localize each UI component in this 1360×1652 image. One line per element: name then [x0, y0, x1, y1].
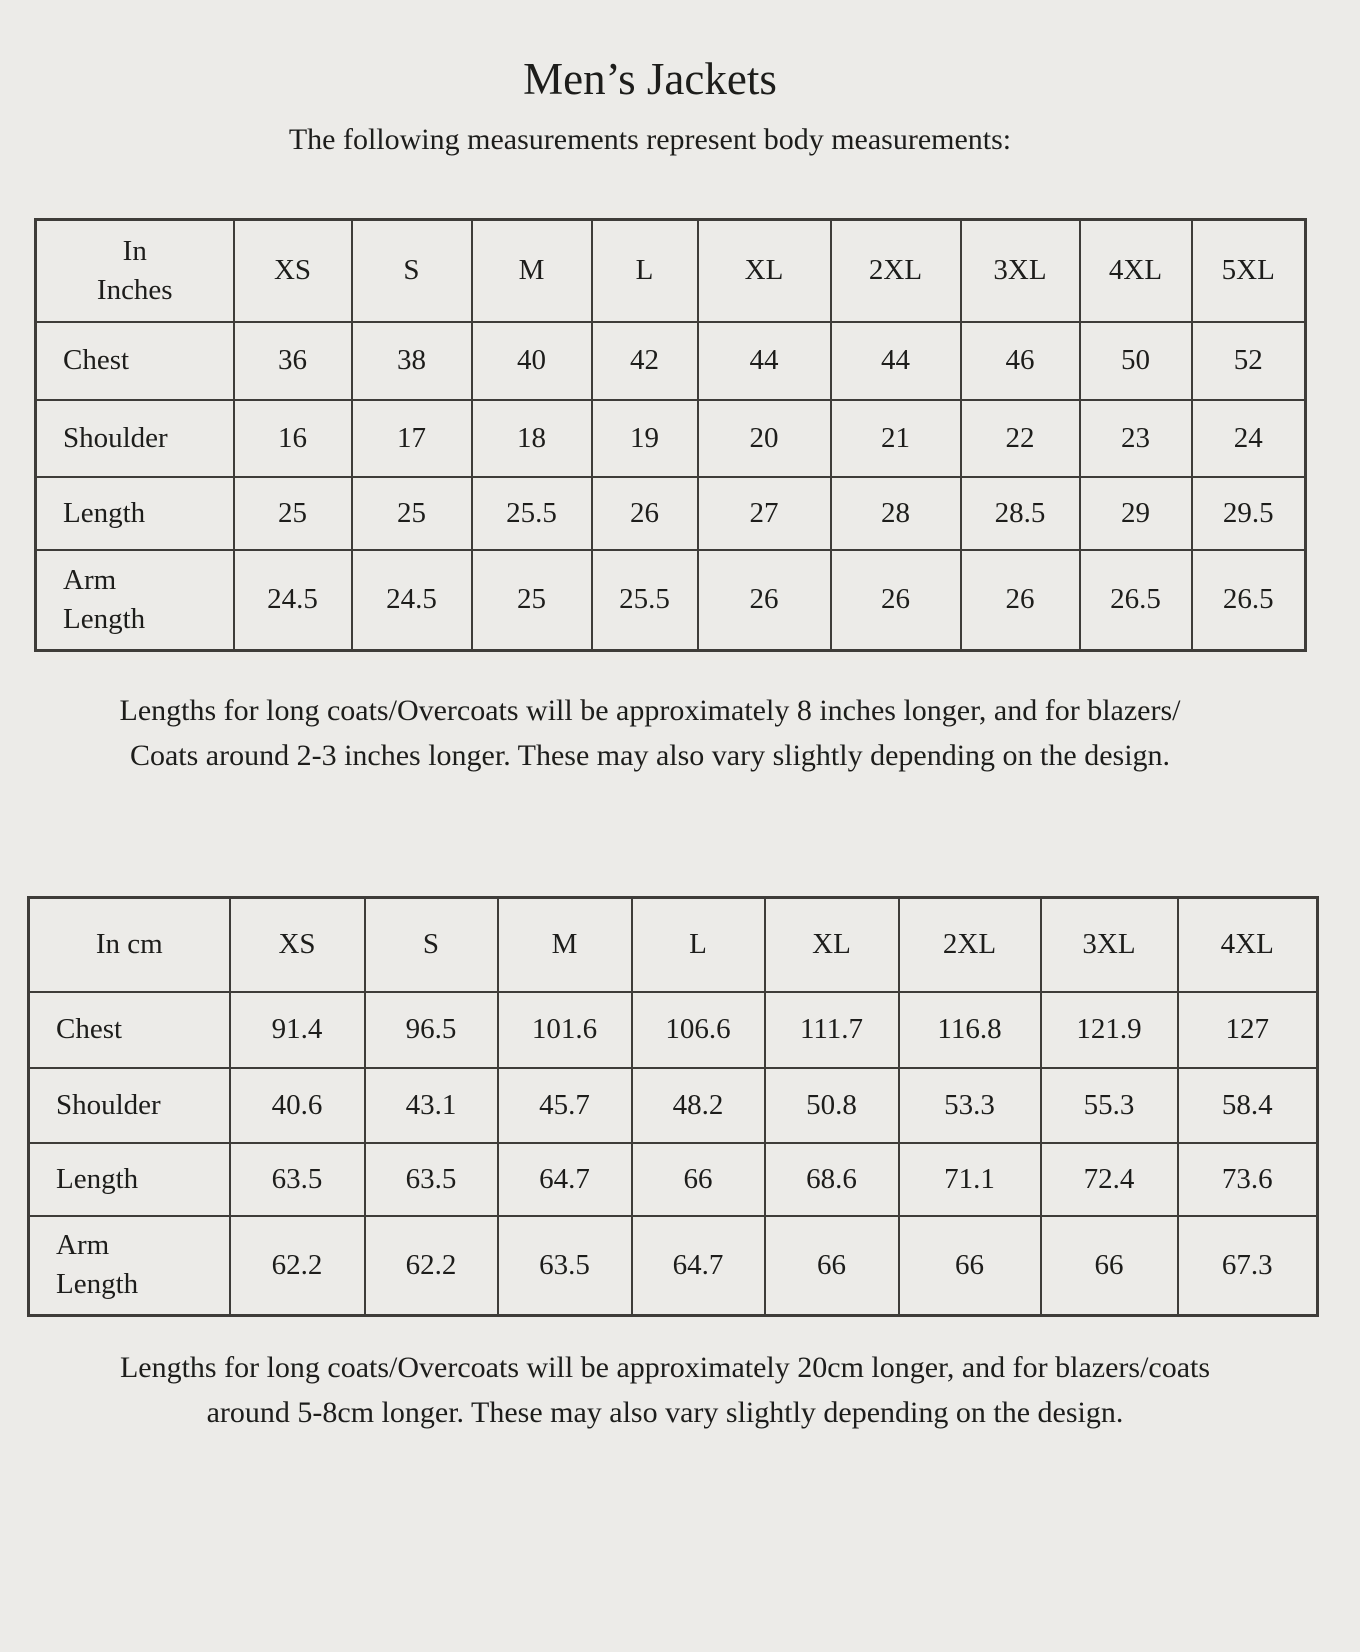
table-row	[29, 1143, 1318, 1216]
measurement-cell: 72.4	[1041, 1143, 1178, 1216]
measurement-cell: 26.5	[1080, 550, 1192, 651]
measurement-cell: 26	[831, 550, 961, 651]
size-column-header: S	[352, 220, 472, 322]
size-column-header: XS	[230, 898, 365, 992]
note-line: around 5-8cm longer. These may also vary slightly depending on the design.	[206, 1396, 1124, 1429]
size-column-header: 3XL	[1041, 898, 1178, 992]
measurement-cell: 26	[698, 550, 831, 651]
measurement-cell: 29	[1080, 477, 1192, 550]
row-label-text: Arm Length	[63, 563, 146, 635]
measurement-cell: 22	[961, 400, 1080, 477]
measurement-cell: 64.7	[498, 1143, 632, 1216]
note-line: Lengths for long coats/Overcoats will be approximately 20cm longer, and for blazers/coats	[119, 1351, 1211, 1384]
measurement-cell: 40	[472, 322, 592, 400]
measurement-cell: 25	[472, 550, 592, 651]
measurement-cell: 53.3	[899, 1068, 1041, 1143]
measurement-cell: 38	[352, 322, 472, 400]
unit-header-label: In cm	[95, 928, 163, 961]
measurement-cell: 25	[234, 477, 352, 550]
cm-table-note	[0, 1345, 1330, 1435]
size-column-header: 4XL	[1178, 898, 1318, 992]
measurement-cell: 42	[592, 322, 698, 400]
measurement-cell: 36	[234, 322, 352, 400]
measurement-cell: 68.6	[765, 1143, 899, 1216]
measurement-cell: 66	[632, 1143, 765, 1216]
measurement-cell: 127	[1178, 992, 1318, 1068]
table-row	[29, 1216, 1318, 1316]
table-row	[29, 992, 1318, 1068]
table-row	[29, 1068, 1318, 1143]
size-column-header: S	[365, 898, 498, 992]
page-subtitle: The following measurements represent body measurements:	[288, 123, 1012, 156]
measurement-cell: 19	[592, 400, 698, 477]
measurement-cell: 91.4	[230, 992, 365, 1068]
header-row	[29, 898, 1318, 992]
size-column-header: L	[632, 898, 765, 992]
measurement-cell: 27	[698, 477, 831, 550]
header-row	[36, 220, 1306, 322]
measurement-cell: 121.9	[1041, 992, 1178, 1068]
measurement-cell: 96.5	[365, 992, 498, 1068]
size-column-header: XL	[765, 898, 899, 992]
size-column-header: M	[498, 898, 632, 992]
measurement-cell: 23	[1080, 400, 1192, 477]
size-column-header: M	[472, 220, 592, 322]
measurement-cell: 24.5	[352, 550, 472, 651]
measurement-cell: 24.5	[234, 550, 352, 651]
measurement-cell: 18	[472, 400, 592, 477]
size-chart-document	[0, 52, 1360, 1435]
measurement-cell: 111.7	[765, 992, 899, 1068]
measurement-cell: 62.2	[230, 1216, 365, 1316]
note-line: Lengths for long coats/Overcoats will be approximately 8 inches longer, and for blazers/	[119, 694, 1181, 727]
measurement-cell: 50.8	[765, 1068, 899, 1143]
measurement-cell: 58.4	[1178, 1068, 1318, 1143]
measurement-cell: 26	[961, 550, 1080, 651]
row-label: Length	[29, 1143, 230, 1216]
cm-size-table	[27, 896, 1319, 1317]
page-title: Men’s Jackets	[523, 54, 777, 104]
size-column-header: XS	[234, 220, 352, 322]
measurement-cell: 73.6	[1178, 1143, 1318, 1216]
measurement-cell: 26.5	[1192, 550, 1306, 651]
note-line: Coats around 2-3 inches longer. These may also vary slightly depending on the design.	[129, 739, 1171, 772]
measurement-cell: 63.5	[365, 1143, 498, 1216]
table-row	[36, 477, 1306, 550]
measurement-cell: 16	[234, 400, 352, 477]
measurement-cell: 25.5	[472, 477, 592, 550]
measurement-cell: 106.6	[632, 992, 765, 1068]
measurement-cell: 44	[831, 322, 961, 400]
measurement-cell: 28	[831, 477, 961, 550]
table-row	[36, 322, 1306, 400]
row-label	[29, 1216, 230, 1316]
measurement-cell: 67.3	[1178, 1216, 1318, 1316]
unit-header-label: In Inches	[96, 234, 173, 306]
measurement-cell: 40.6	[230, 1068, 365, 1143]
measurement-cell: 66	[1041, 1216, 1178, 1316]
row-label: Length	[36, 477, 234, 550]
table-row	[36, 400, 1306, 477]
unit-header	[36, 220, 234, 322]
size-column-header: 2XL	[831, 220, 961, 322]
inches-table-note	[0, 688, 1300, 778]
measurement-cell: 55.3	[1041, 1068, 1178, 1143]
measurement-cell: 48.2	[632, 1068, 765, 1143]
measurement-cell: 28.5	[961, 477, 1080, 550]
measurement-cell: 66	[765, 1216, 899, 1316]
measurement-cell: 63.5	[498, 1216, 632, 1316]
row-label: Chest	[36, 322, 234, 400]
measurement-cell: 21	[831, 400, 961, 477]
measurement-cell: 25	[352, 477, 472, 550]
measurement-cell: 64.7	[632, 1216, 765, 1316]
size-column-header: 4XL	[1080, 220, 1192, 322]
table-row	[36, 550, 1306, 651]
measurement-cell: 63.5	[230, 1143, 365, 1216]
row-label-text: Arm Length	[56, 1229, 139, 1301]
row-label	[36, 550, 234, 651]
row-label: Shoulder	[36, 400, 234, 477]
size-column-header: 3XL	[961, 220, 1080, 322]
measurement-cell: 45.7	[498, 1068, 632, 1143]
measurement-cell: 62.2	[365, 1216, 498, 1316]
measurement-cell: 46	[961, 322, 1080, 400]
measurement-cell: 24	[1192, 400, 1306, 477]
measurement-cell: 29.5	[1192, 477, 1306, 550]
measurement-cell: 26	[592, 477, 698, 550]
measurement-cell: 50	[1080, 322, 1192, 400]
measurement-cell: 52	[1192, 322, 1306, 400]
measurement-cell: 20	[698, 400, 831, 477]
size-column-header: L	[592, 220, 698, 322]
measurement-cell: 25.5	[592, 550, 698, 651]
measurement-cell: 71.1	[899, 1143, 1041, 1216]
measurement-cell: 43.1	[365, 1068, 498, 1143]
inches-size-table	[34, 218, 1307, 652]
row-label: Shoulder	[29, 1068, 230, 1143]
measurement-cell: 101.6	[498, 992, 632, 1068]
measurement-cell: 44	[698, 322, 831, 400]
size-column-header: 5XL	[1192, 220, 1306, 322]
size-column-header: XL	[698, 220, 831, 322]
row-label: Chest	[29, 992, 230, 1068]
measurement-cell: 116.8	[899, 992, 1041, 1068]
measurement-cell: 17	[352, 400, 472, 477]
measurement-cell: 66	[899, 1216, 1041, 1316]
size-column-header: 2XL	[899, 898, 1041, 992]
unit-header	[29, 898, 230, 992]
